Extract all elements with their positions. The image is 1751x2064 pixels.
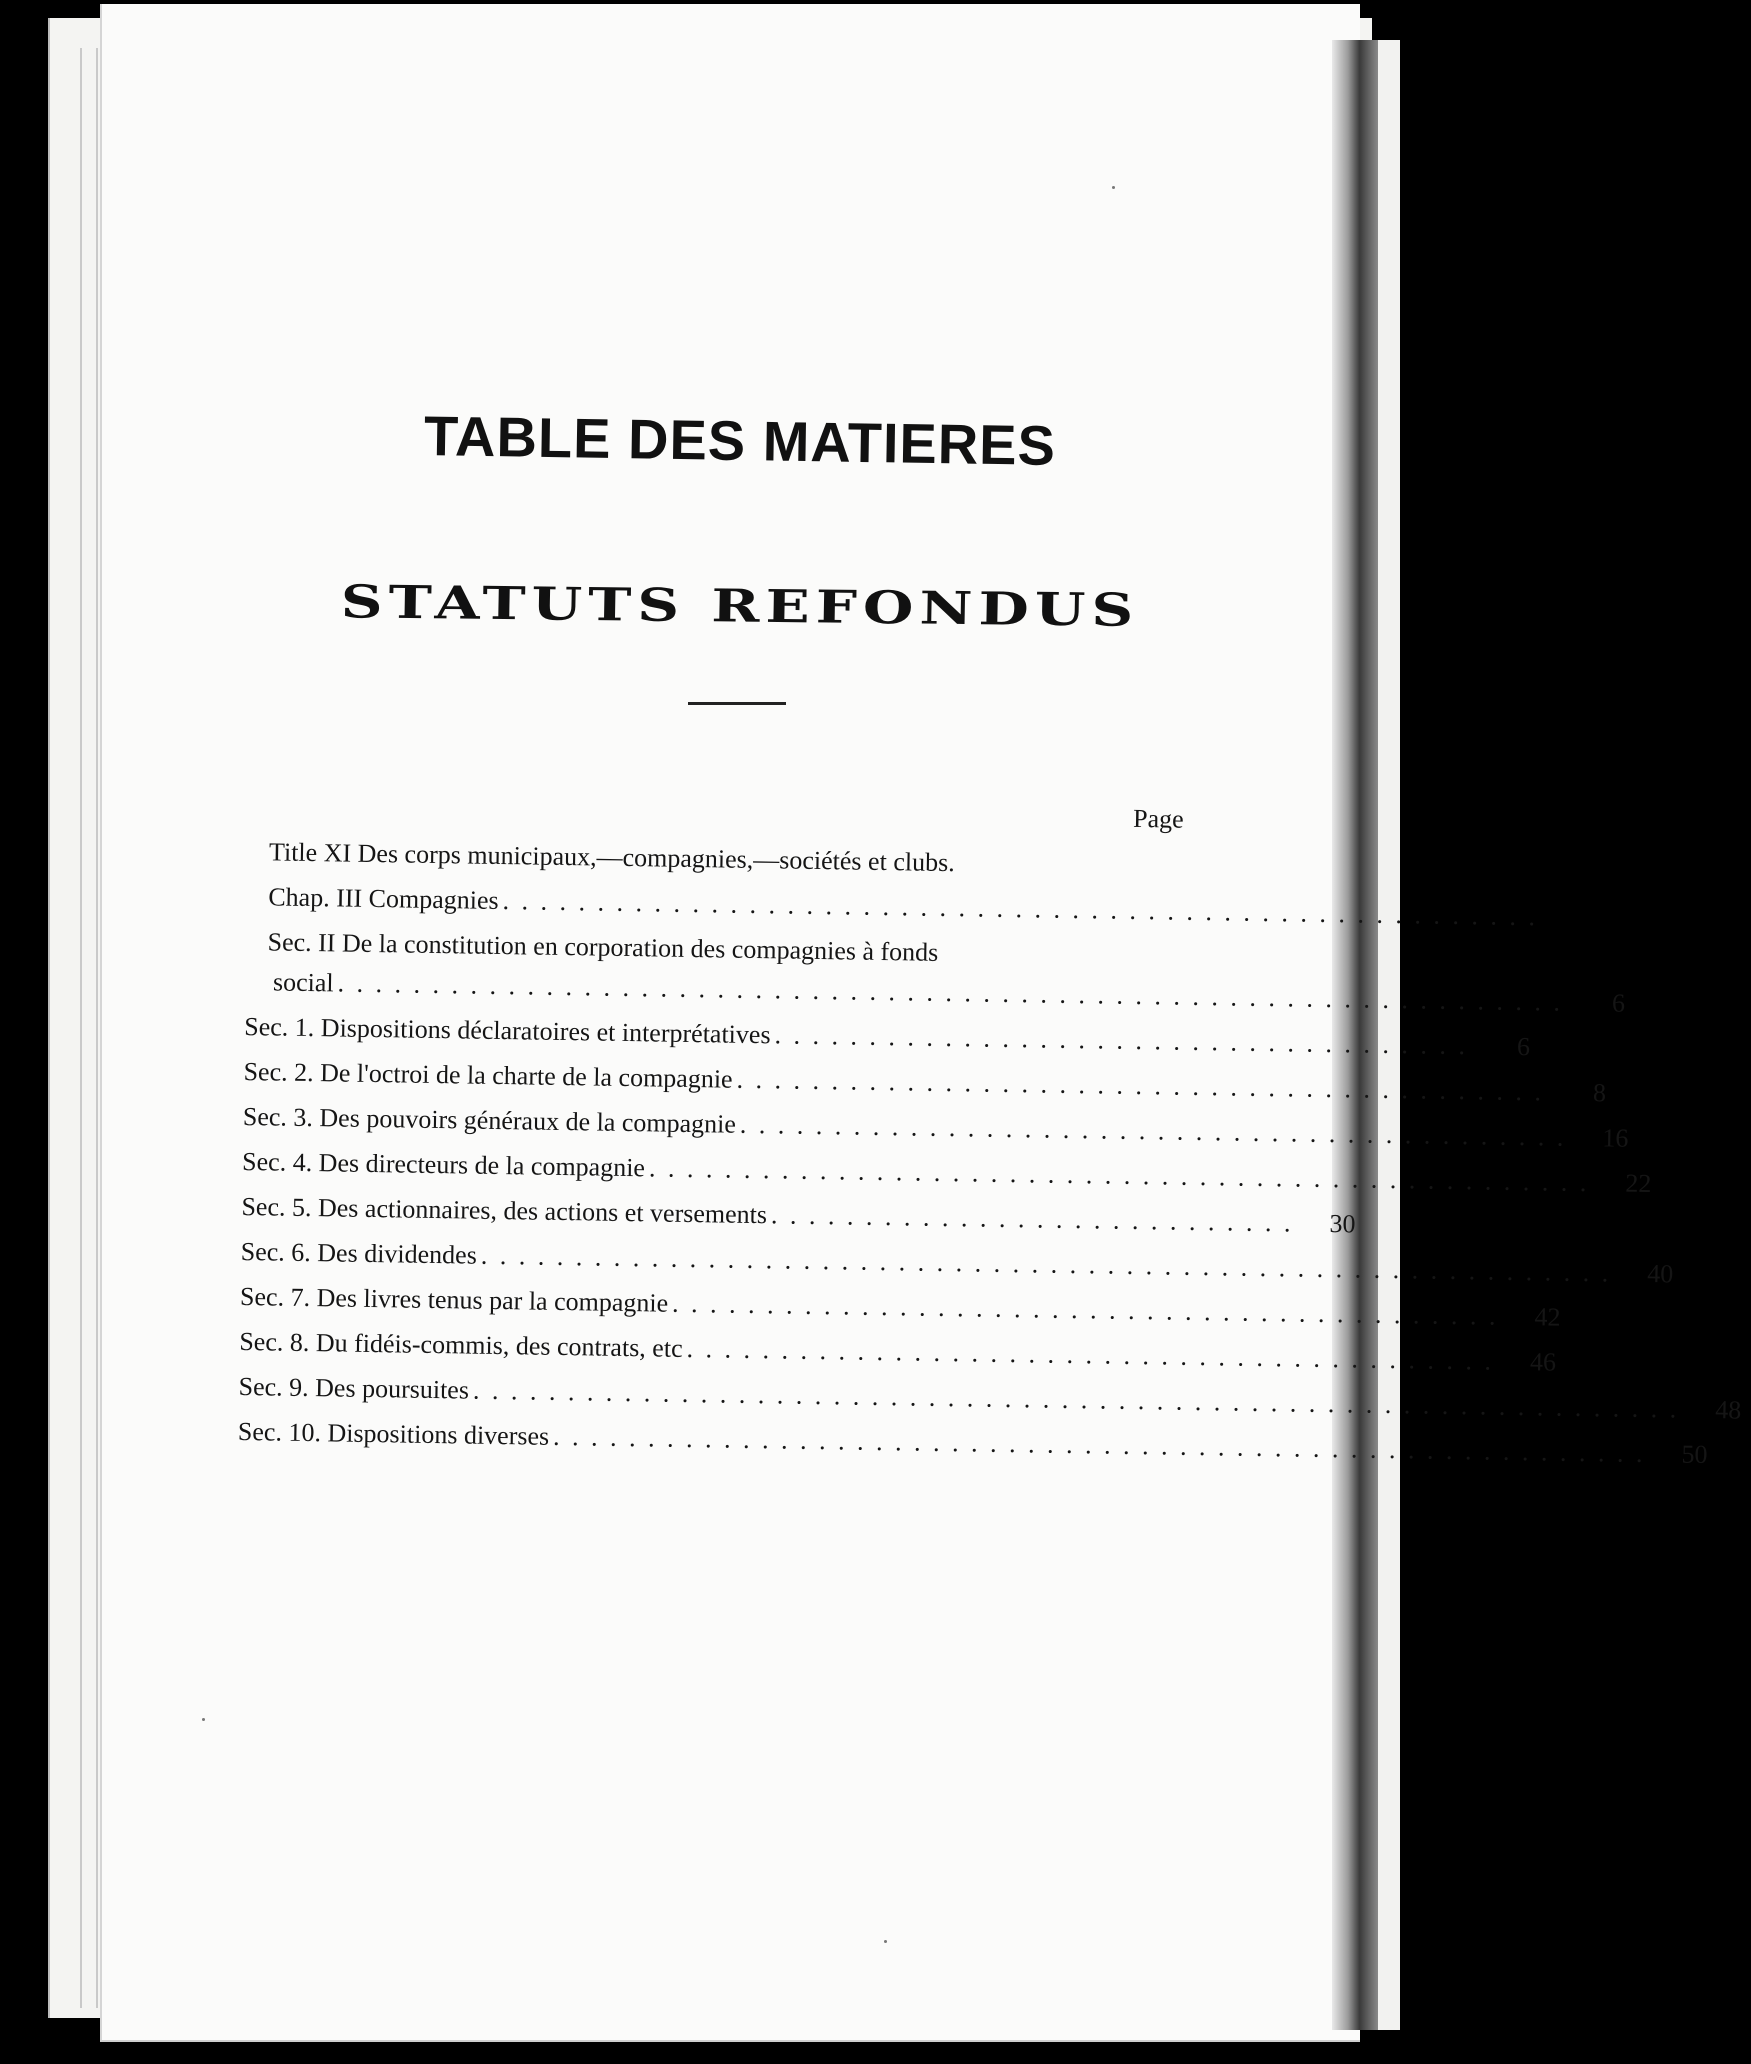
toc-entry-label: Sec. 6. Des dividendes bbox=[240, 1236, 478, 1270]
toc-entry-page: 50 bbox=[1681, 1439, 1708, 1470]
toc-entry-label: Sec. 5. Des actionnaires, des actions et versements bbox=[241, 1191, 768, 1230]
toc-entry-label: Sec. 8. Du fidéis-commis, des contrats, etc bbox=[239, 1326, 683, 1363]
dot-leader: . . . . . . . . . . . . . . . . . . . . . . . . . . . . . . . . . . . . . bbox=[774, 1020, 1469, 1061]
toc-entry-label: Chap. III Compagnies bbox=[268, 882, 499, 915]
dot-leader: . . . . . . . . . . . . . . . . . . . . . . . . . . . . . . . . . . . . . . . . . . . . . . . . . . . . . . . . . . . . . . . . . bbox=[337, 968, 1564, 1017]
toc-entry-label: social bbox=[272, 967, 334, 998]
toc-entry-label: Sec. 4. Des directeurs de la compagnie bbox=[241, 1146, 646, 1183]
page-column-header: Page bbox=[1132, 803, 1184, 834]
toc-entry-label: Sec. 7. Des livres tenus par la compagnie bbox=[239, 1281, 669, 1318]
divider-rule bbox=[688, 702, 786, 705]
dot-leader: . . . . . . . . . . . . . . . . . . . . . . . . . . . . . . . . . . . . . . . . . . . . . . . . . . . . . . . . . . . . . . . . bbox=[472, 1375, 1680, 1424]
toc-entry-label: Sec. 3. Des pouvoirs généraux de la compagnie bbox=[242, 1101, 737, 1139]
toc-entry-page: 42 bbox=[1534, 1302, 1561, 1332]
toc-entry-label: Sec. 10. Dispositions diverses bbox=[237, 1416, 550, 1451]
toc-entry-label: Sec. 9. Des poursuites bbox=[238, 1371, 470, 1405]
toc-entry-page: 40 bbox=[1646, 1259, 1674, 1289]
dot-leader: . . . . . . . . . . . . . . . . . . . . . . . . . . . . bbox=[770, 1200, 1294, 1238]
dot-leader: . . . . . . . . . . . . . . . . . . . . . . . . . . . . . . . . . . . . . . . . . . . . bbox=[671, 1288, 1499, 1331]
document-title: TABLE DES MATIERES bbox=[423, 404, 1057, 477]
paper-speck bbox=[1112, 186, 1115, 189]
toc-entry-label: Sec. II De la constitution en corporation des compagnies à fonds bbox=[267, 927, 939, 967]
toc-entry-page: 6 bbox=[1516, 1031, 1531, 1062]
toc-entry-page: 30 bbox=[1329, 1209, 1356, 1239]
dot-leader: . . . . . . . . . . . . . . . . . . . . . . . . . . . . . . . . . . . . . . . . . . . . . . . . . . . . . . . . . . bbox=[552, 1421, 1646, 1469]
toc-entry-label: Sec. 1. Dispositions déclaratoires et interprétatives bbox=[244, 1011, 771, 1050]
toc-entry-page: 6 bbox=[1611, 988, 1626, 1018]
document-subtitle: STATUTS REFONDUS bbox=[340, 575, 1140, 637]
toc-entry-page bbox=[1542, 932, 1600, 933]
paper-speck bbox=[202, 1718, 205, 1721]
toc-entry-label: Title XI Des corps municipaux,—compagnies,—sociétés et clubs. bbox=[268, 837, 955, 878]
dot-leader: . . . . . . . . . . . . . . . . . . . . . . . . . . . . . . . . . . . . . . . . . . . . . . . . . . . . . . . . . . . . bbox=[480, 1240, 1612, 1288]
toc-entry-label: Sec. 2. De l'octroi de la charte de la compagnie bbox=[243, 1056, 733, 1094]
toc-entry-page: 46 bbox=[1529, 1347, 1557, 1377]
page-edge bbox=[80, 48, 82, 2008]
table-of-contents bbox=[237, 790, 1742, 1470]
dot-leader: . . . . . . . . . . . . . . . . . . . . . . . . . . . . . . . . . . . . . . . . . . . bbox=[736, 1064, 1545, 1107]
paper-speck bbox=[884, 1940, 887, 1943]
page-edge bbox=[96, 48, 98, 2008]
dot-leader: . . . . . . . . . . . . . . . . . . . . . . . . . . . . . . . . . . . . . . . . . . . bbox=[686, 1333, 1495, 1376]
dot-leader: . . . . . . . . . . . . . . . . . . . . . . . . . . . . . . . . . . . . . . . . . . . . . . . . . . bbox=[648, 1153, 1590, 1198]
toc-entry-page: 16 bbox=[1602, 1123, 1629, 1153]
toc-entry-page: 22 bbox=[1625, 1168, 1652, 1199]
dot-leader: . . . . . . . . . . . . . . . . . . . . . . . . . . . . . . . . . . . . . . . . . . . . bbox=[739, 1109, 1567, 1152]
toc-entry-page: 48 bbox=[1715, 1395, 1742, 1425]
toc-entry-page: 8 bbox=[1592, 1078, 1607, 1108]
dot-leader: . . . . . . . . . . . . . . . . . . . . . . . . . . . . . . . . . . . . . . . . . . . . . . . . . . . . . . . bbox=[502, 886, 1539, 932]
